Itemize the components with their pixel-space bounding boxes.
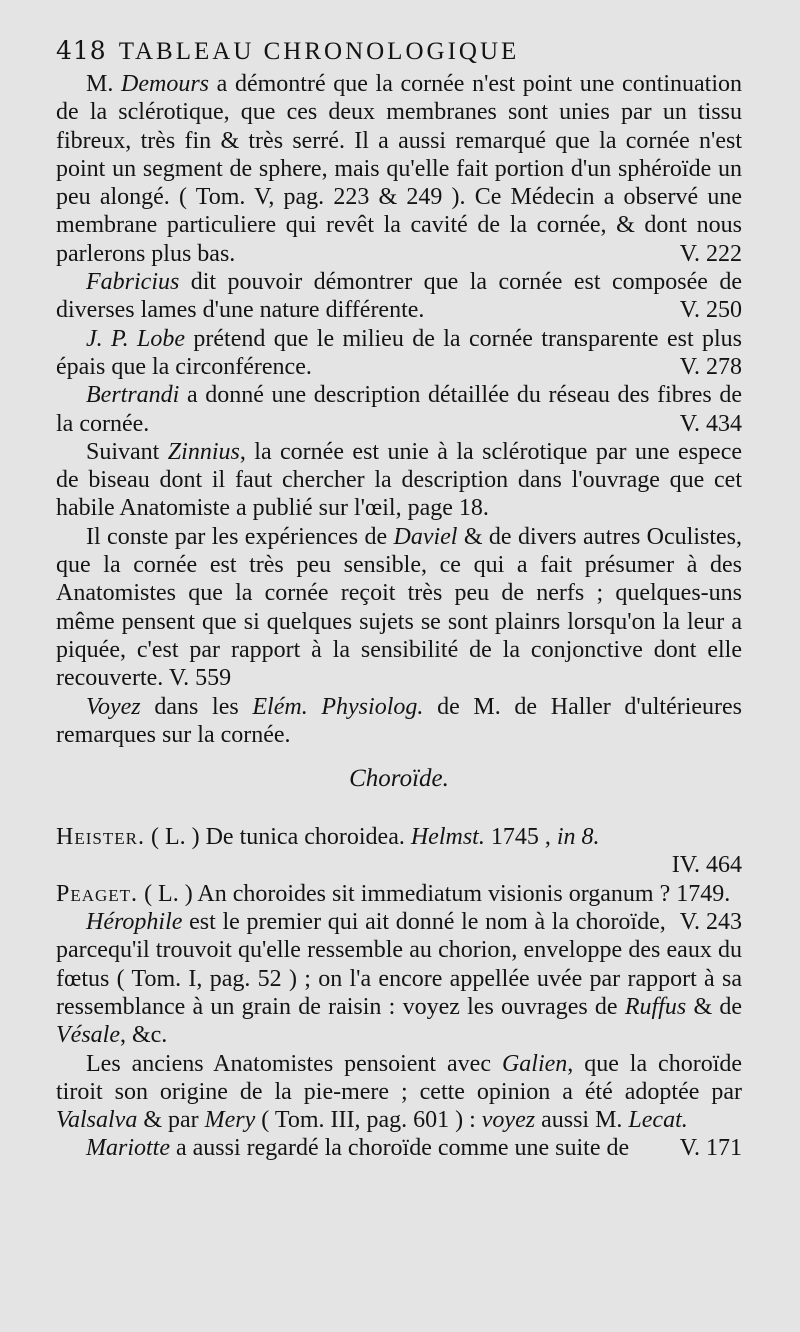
volume-reference: V. 171 xyxy=(679,1135,742,1162)
volume-reference: V. 278 xyxy=(679,353,742,380)
author-name-2: Valsalva xyxy=(56,1107,138,1134)
paragraph-text: a aussi regardé la choroïde comme une suite de xyxy=(176,1135,630,1162)
paragraph-demours xyxy=(56,70,742,268)
ending: , &c. xyxy=(119,1022,168,1049)
paragraph-text: prétend que le milieu de la cornée transparente est plus épais que la circonférence. xyxy=(56,325,743,380)
author-name: J. P. Lobe xyxy=(86,325,185,352)
author-name: Zinnius xyxy=(167,438,240,465)
paragraph-text: , que la choroïde tiroit son origine de la pie-mere ; cette opinion a été adoptée par xyxy=(56,1050,743,1105)
prefix: M. xyxy=(86,71,114,97)
paragraph-fabricius xyxy=(56,268,742,325)
author-name: Heister. xyxy=(56,824,145,851)
paragraph-herophile xyxy=(56,908,742,1049)
conjunction: & de xyxy=(693,993,743,1020)
author-name-3: Vésale xyxy=(56,1022,120,1049)
author-name: Daviel xyxy=(393,523,458,550)
paragraph-text: dit pouvoir démontrer que la cornée est composée de diverses lames d'une nature différente. xyxy=(56,269,743,324)
paragraph-bertrandi xyxy=(56,381,742,438)
author-name: Bertrandi xyxy=(86,382,180,409)
paragraph-lobe xyxy=(56,325,742,382)
lead-text: Les anciens Anatomistes pensoient avec xyxy=(86,1050,491,1077)
section-title: Choroïde. xyxy=(349,765,449,793)
entry-heister xyxy=(56,823,742,851)
lead-text: Suivant xyxy=(86,438,160,465)
aussi-text: aussi M. xyxy=(541,1107,623,1134)
mid-text: dans les xyxy=(154,693,239,720)
paragraph-text: a donné une description détaillée du réseau des fibres de la cornée. xyxy=(56,382,742,437)
author-name: Hérophile xyxy=(86,909,183,936)
paragraph-text: , la cornée est unie à la sclérotique par une espece de biseau dont il faut chercher la description dans l'ouvrage que cet habile Anatomiste a publié sur l'œil, page 18. xyxy=(56,438,743,522)
volume-reference: V. 559 xyxy=(168,665,232,692)
voyez-word: voyez xyxy=(481,1107,536,1134)
running-header xyxy=(56,36,742,66)
running-title: TABLEAU CHRONOLOGIQUE xyxy=(118,38,520,65)
conjunction: & par xyxy=(143,1107,199,1134)
author-name: Demours xyxy=(121,71,209,97)
year: 1745 , xyxy=(490,824,551,851)
format: in 8. xyxy=(556,824,600,851)
entry-text: ( L. ) De tunica choroidea. xyxy=(150,824,405,851)
place: Helmst. xyxy=(410,824,485,851)
volume-reference: V. 243 xyxy=(679,909,742,936)
citation: ( Tom. III, pag. 601 ) : xyxy=(261,1107,476,1134)
volume-reference: V. 222 xyxy=(679,240,742,267)
lead-text: Il conste par les expériences de xyxy=(86,523,388,550)
page-number: 418 xyxy=(56,36,107,65)
voyez-word: Voyez xyxy=(86,693,141,720)
paragraph-text: de M. de Haller d'ultérieures remarques sur la cornée. xyxy=(56,693,743,748)
paragraph-text: est le premier qui ait donné le nom à la choroïde, parcequ'il trouvoit qu'elle ressemble au chorion, enveloppe des eaux du fœtus ( Tom. I, pag. 52 ) ; on l'a encore appellée uvée par rapport à sa ressemblance à un grain de raisin : voyez les ouvrages de xyxy=(56,909,742,1020)
paragraph-mariotte xyxy=(56,1134,742,1162)
author-name: Galien xyxy=(501,1050,568,1077)
author-name: Peaget. xyxy=(56,880,139,907)
author-name-2: Ruffus xyxy=(624,993,687,1020)
work-title: Elém. Physiolog. xyxy=(252,693,424,720)
volume-reference: V. 434 xyxy=(679,410,742,437)
volume-reference: V. 250 xyxy=(679,297,742,324)
entry-text: ( L. ) An choroides sit immediatum visionis organum ? 1749. xyxy=(144,880,731,907)
author-name: Mariotte xyxy=(86,1135,170,1162)
paragraph-text: & de divers autres Oculistes, que la cornée est très peu sensible, ce qui a fait présumer à des Anatomistes que la cornée reçoit très peu de nerfs ; quelques-uns même pensent que si quelques sujets se sont plainrs lorsqu'on la leur a piquée, c'est par rapport à la sensibilité de la conjonctive dont elle recouverte. xyxy=(56,523,743,692)
author-name: Fabricius xyxy=(86,269,180,296)
volume-reference: IV. 464 xyxy=(671,852,742,879)
paragraph-zinnius xyxy=(56,438,742,523)
paragraph-text: a démontré que la cornée n'est point une continuation de la sclérotique, que ces deux membranes sont unies par un tissu fibreux, très fin & très serré. Il a aussi remarqué que la cornée n'est point un segment de sphere, mais qu'elle fait portion d'un sphéroïde un peu alongé. ( Tom. V, pag. 223 & 249 ). Ce Médecin a observé une membrane particuliere qui revêt la cavité de la cornée, & dont nous parlerons plus bas. xyxy=(56,71,743,267)
author-name-3: Mery xyxy=(204,1107,256,1134)
author-name-4: Lecat. xyxy=(628,1107,688,1134)
paragraph-daviel xyxy=(56,523,742,693)
paragraph-haller xyxy=(56,693,742,750)
